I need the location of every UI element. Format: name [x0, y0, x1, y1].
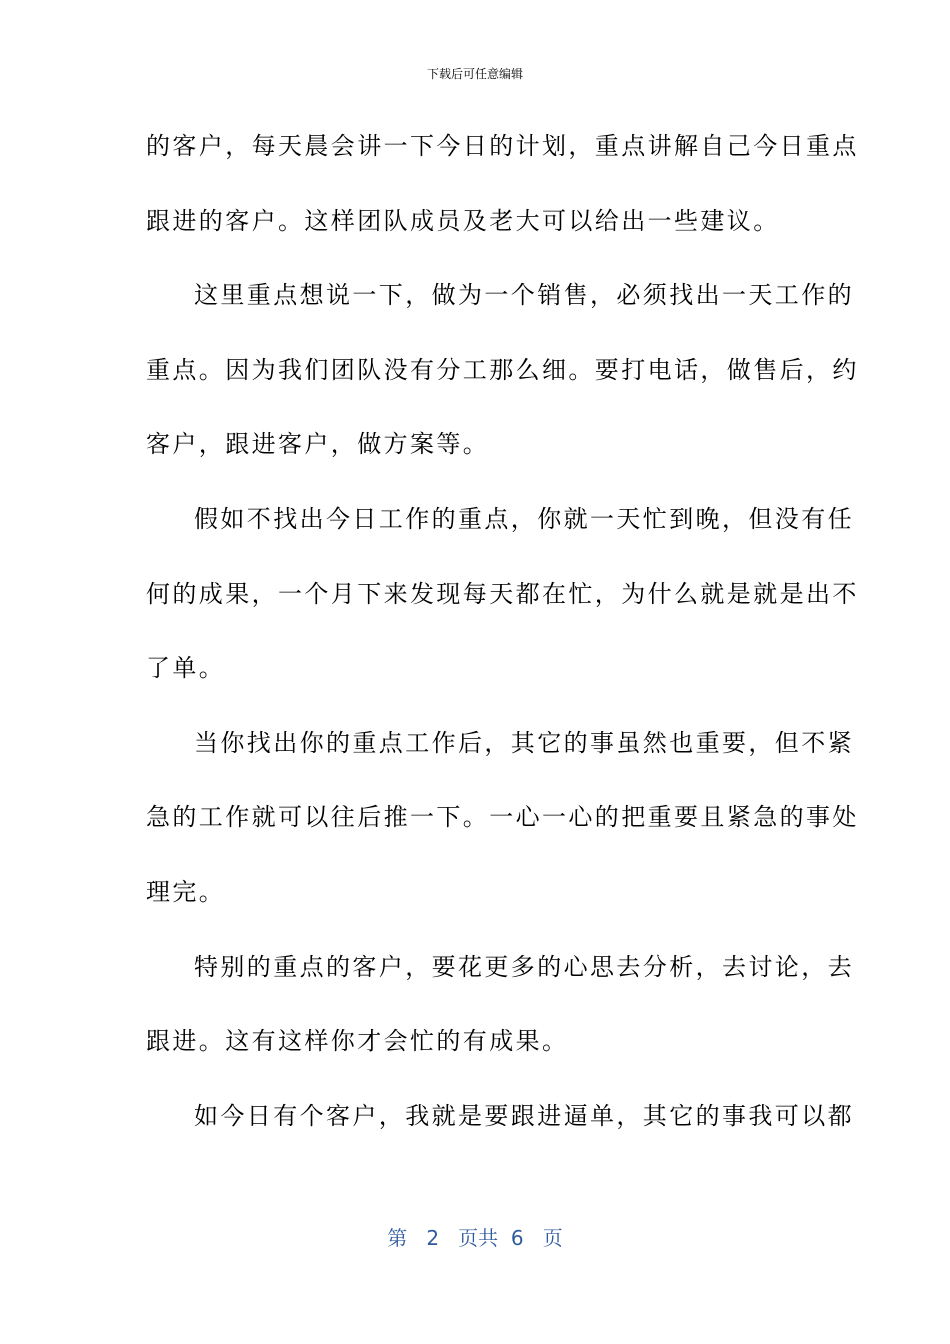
text-line: 客户，跟进客户，做方案等。 — [146, 430, 490, 459]
text-line: 急的工作就可以往后推一下。一心一心的把重要且紧急的事处 — [146, 803, 859, 832]
page-header-note: 下载后可任意编辑 — [426, 67, 523, 81]
footer-prefix: 第 — [387, 1226, 408, 1250]
text-line: 的客户，每天晨会讲一下今日的计划，重点讲解自己今日重点 — [146, 132, 859, 160]
text-line: 特别的重点的客户，要花更多的心思去分析，去讨论，去 — [194, 952, 854, 981]
text-line: 如今日有个客户，我就是要跟进逼单，其它的事我可以都 — [194, 1101, 854, 1130]
text-line: 当你找出你的重点工作后，其它的事虽然也重要，但不紧 — [194, 728, 854, 757]
text-line: 了单。 — [146, 654, 226, 683]
page-number-footer — [0, 1224, 950, 1252]
footer-total-pages: 6 — [510, 1226, 524, 1250]
text-line: 假如不找出今日工作的重点，你就一天忙到晚，但没有任 — [194, 504, 854, 533]
footer-middle: 页共 — [458, 1226, 499, 1250]
text-line: 理完。 — [146, 877, 226, 906]
footer-current-page: 2 — [426, 1226, 440, 1250]
text-line: 跟进。这有这样你才会忙的有成果。 — [146, 1027, 569, 1056]
document-body — [146, 118, 859, 1162]
text-line: 这里重点想说一下，做为一个销售，必须找出一天工作的 — [194, 281, 854, 310]
text-line: 重点。因为我们团队没有分工那么细。要打电话，做售后，约 — [146, 355, 859, 384]
footer-suffix: 页 — [542, 1226, 563, 1250]
text-line: 跟进的客户。这样团队成员及老大可以给出一些建议。 — [146, 206, 780, 235]
text-line: 何的成果，一个月下来发现每天都在忙，为什么就是就是出不 — [146, 579, 859, 608]
